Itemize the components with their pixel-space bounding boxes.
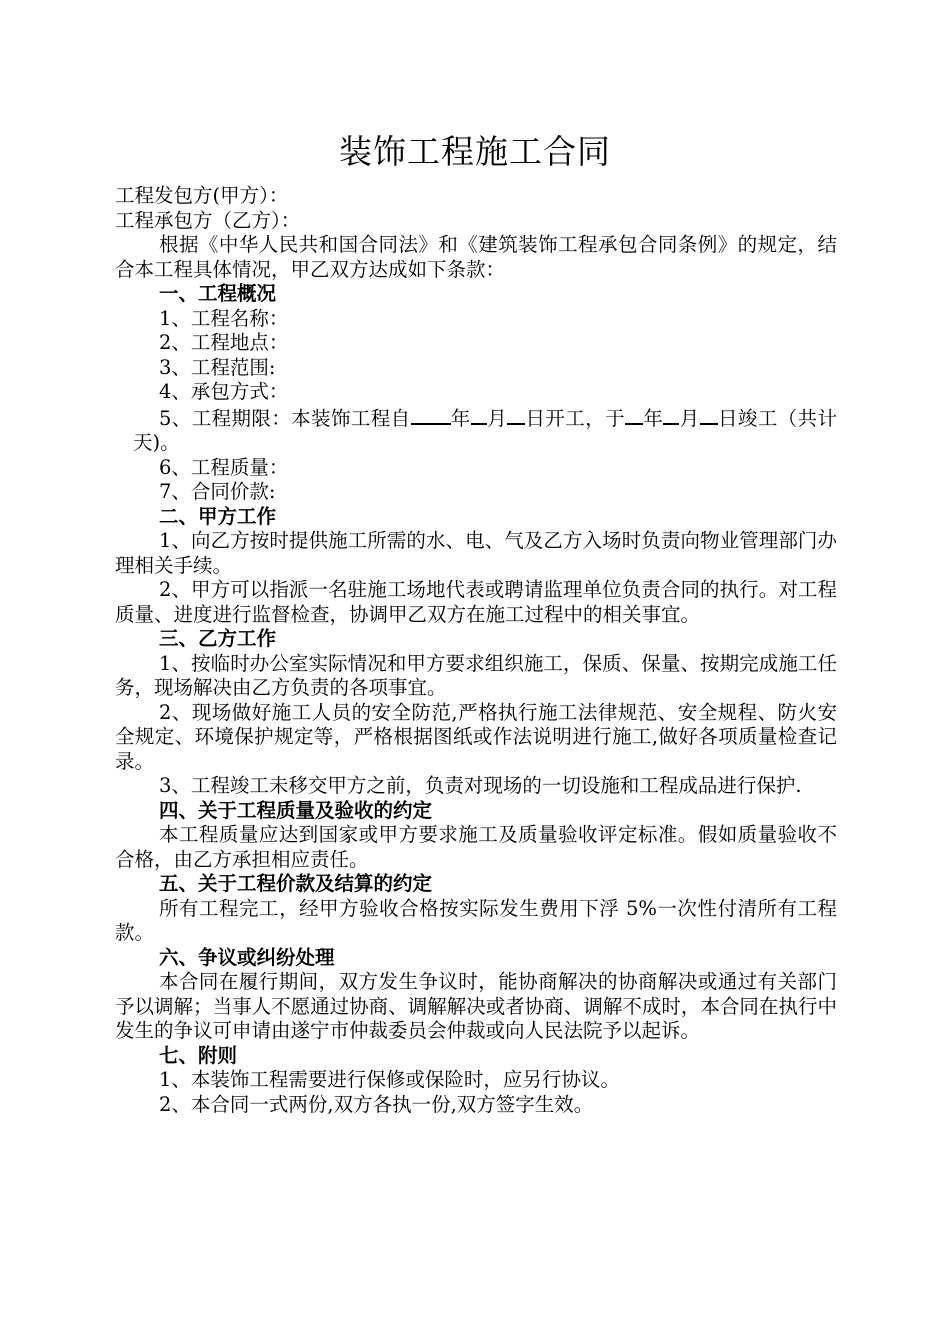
section-heading-appendix: 七、附则	[159, 1043, 238, 1067]
clause-paragraph: 3、工程竣工未移交甲方之前，负责对现场的一切设施和工程成品进行保护.	[159, 774, 802, 797]
clause-paragraph: 本工程质量应达到国家或甲方要求施工及质量验收评定标准。假如质量验收不合格，由乙方承担相应责任。	[115, 823, 837, 871]
clause-paragraph: 2、甲方可以指派一名驻施工场地代表或聘请监理单位负责合同的执行。对工程质量、进度进行监督检查，协调甲乙双方在施工过程中的相关事宜。	[115, 578, 837, 626]
document-body	[115, 184, 837, 1117]
section-heading-payment: 五、关于工程价款及结算的约定	[159, 872, 433, 895]
clause-paragraph: 1、按临时办公室实际情况和甲方要求组织施工，保质、保量、按期完成施工任务，现场解决由乙方负责的各项事宜。	[115, 651, 837, 699]
list-item: 1、工程名称：	[159, 306, 289, 330]
clause-paragraph: 所有工程完工，经甲方验收合格按实际发生费用下浮 5%一次性付清所有工程款。	[115, 896, 837, 944]
list-item: 6、工程质量：	[159, 455, 289, 479]
document-title: 装饰工程施工合同	[339, 132, 611, 171]
clause-paragraph: 1、本装饰工程需要进行保修或保险时，应另行协议。	[159, 1068, 620, 1091]
intro-paragraph: 根据《中华人民共和国合同法》和《建筑装饰工程承包合同条例》的规定，结合本工程具体情况，甲乙双方达成如下条款：	[115, 233, 837, 281]
list-item: 3、工程范围:	[159, 355, 276, 379]
clause-paragraph: 本合同在履行期间，双方发生争议时，能协商解决的协商解决或通过有关部门予以调解；当事人不愿通过协商、调解解决或者协商、调解不成时，本合同在执行中发生的争议可申请由遂宁市仲裁委员会仲裁或向人民法院予以起诉。	[115, 970, 837, 1042]
section-heading-overview: 一、工程概况	[159, 282, 277, 305]
list-item: 7、合同价款:	[159, 480, 276, 503]
blank-line	[507, 405, 525, 425]
blank-line	[625, 405, 643, 425]
section-heading-party-b: 三、乙方工作	[159, 627, 277, 650]
list-item: 4、承包方式：	[159, 380, 289, 403]
blank-line	[411, 405, 451, 425]
list-item: 2、工程地点：	[159, 331, 289, 354]
section-heading-quality: 四、关于工程质量及验收的约定	[159, 798, 433, 822]
clause-paragraph: 1、向乙方按时提供施工所需的水、电、气及乙方入场时负责向物业管理部门办理相关手续。	[115, 529, 837, 577]
party-a-line: 工程发包方(甲方）：	[115, 184, 289, 207]
clause-paragraph: 2、现场做好施工人员的安全防范,严格执行施工法律规范、安全规程、防火安全规定、环境保护规定等，严格根据图纸或作法说明进行施工,做好各项质量检查记录。	[115, 700, 837, 773]
section-heading-disputes: 六、争议或纠纷处理	[159, 945, 335, 969]
section-heading-party-a: 二、甲方工作	[159, 504, 277, 528]
party-b-line: 工程承包方（乙方）：	[115, 208, 301, 232]
blank-line	[471, 405, 487, 425]
blank-line	[700, 405, 718, 425]
blank-line	[663, 405, 679, 425]
clause-paragraph: 2、本合同一式两份,双方各执一份,双方签字生效。	[159, 1092, 594, 1116]
period-clause: 5、工程期限：本装饰工程自 年 月 日开工，于 年 月 日竣工（共计天)。	[133, 406, 837, 454]
